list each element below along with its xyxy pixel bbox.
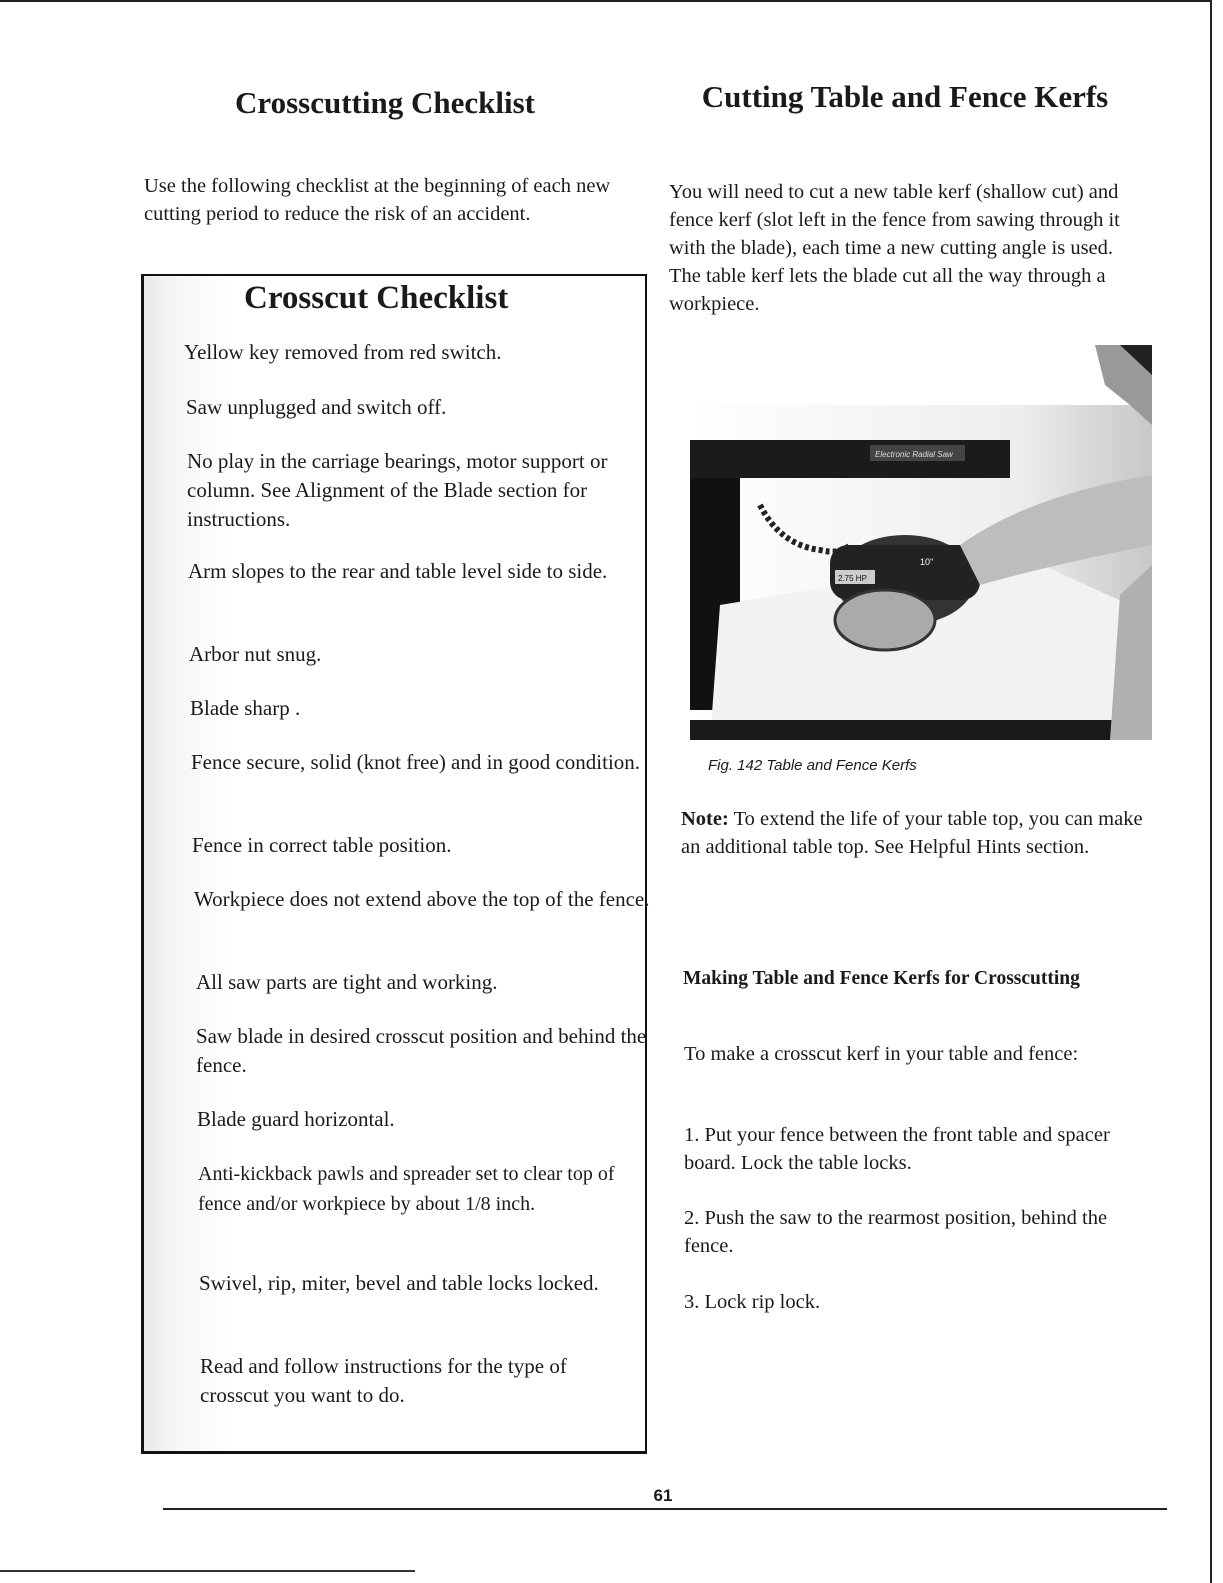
checklist-item: Blade guard horizontal. <box>197 1107 395 1131</box>
checklist-item: All saw parts are tight and working. <box>196 970 498 994</box>
checklist-item: Swivel, rip, miter, bevel and table locks locked. <box>199 1271 599 1295</box>
radial-saw-illustration <box>690 345 1152 740</box>
checklist-item: Fence in correct table position. <box>192 833 452 857</box>
subheading: Making Table and Fence Kerfs for Crosscutting <box>683 968 1080 989</box>
step-item: 1. Put your fence between the front table and spacer board. Lock the table locks. <box>684 1124 1110 1174</box>
figure-caption: Fig. 142 Table and Fence Kerfs <box>708 757 917 774</box>
hp-label: 2.75 HP <box>838 574 867 583</box>
checklist-item: Blade sharp . <box>190 696 301 720</box>
saw-brand-label: Electronic Radial Saw <box>875 450 953 459</box>
checklist-item: Arbor nut snug. <box>189 642 322 666</box>
checklist-item: Saw blade in desired crosscut position and behind the fence. <box>196 1024 647 1077</box>
left-section-title: Crosscutting Checklist <box>235 85 535 120</box>
note-text: To extend the life of your table top, you can make an additional table top. See Helpful Hints section. <box>681 808 1143 858</box>
checklist-item: Anti-kickback pawls and spreader set to clear top of fence and/or workpiece by about 1/8 inch. <box>198 1163 615 1215</box>
checklist-item: Fence secure, solid (knot free) and in good condition. <box>191 750 641 774</box>
scan-edge-bottom <box>0 1570 415 1572</box>
left-intro-paragraph: Use the following checklist at the beginning of each new cutting period to reduce the risk of an accident. <box>144 175 611 225</box>
step-item: 2. Push the saw to the rearmost position, behind the fence. <box>684 1207 1108 1257</box>
step-item: 3. Lock rip lock. <box>684 1291 821 1313</box>
page-number: 61 <box>653 1486 673 1505</box>
note-paragraph <box>681 805 1151 861</box>
scan-edge-top <box>0 0 1212 2</box>
checklist-item: Arm slopes to the rear and table level side to side. <box>188 559 608 583</box>
checklist-item: Yellow key removed from red switch. <box>184 340 502 364</box>
checklist-item: Workpiece does not extend above the top of the fence. <box>194 887 650 911</box>
checklist-item: Read and follow instructions for the type of crosscut you want to do. <box>200 1354 567 1407</box>
checklist-title: Crosscut Checklist <box>244 280 509 316</box>
crosscut-checklist-box <box>141 274 650 1454</box>
steps-intro: To make a crosscut kerf in your table and fence: <box>684 1043 1079 1065</box>
footer-rule <box>163 1508 1167 1510</box>
checklist-item: Saw unplugged and switch off. <box>186 395 447 419</box>
right-section-title: Cutting Table and Fence Kerfs <box>701 79 1109 114</box>
right-intro-paragraph: You will need to cut a new table kerf (shallow cut) and fence kerf (slot left in the fence from sawing through it with the blade), each time a new cutting angle is used. The table kerf lets the blade cut all the way through a workpiece. <box>669 181 1120 315</box>
note-label: Note: <box>681 808 729 830</box>
checklist-item: No play in the carriage bearings, motor support or column. See Alignment of the Blade section for instructions. <box>187 449 608 531</box>
scan-edge-right <box>1210 0 1212 1583</box>
blade-size-label: 10" <box>920 557 934 567</box>
radial-saw-photo <box>690 345 1152 740</box>
